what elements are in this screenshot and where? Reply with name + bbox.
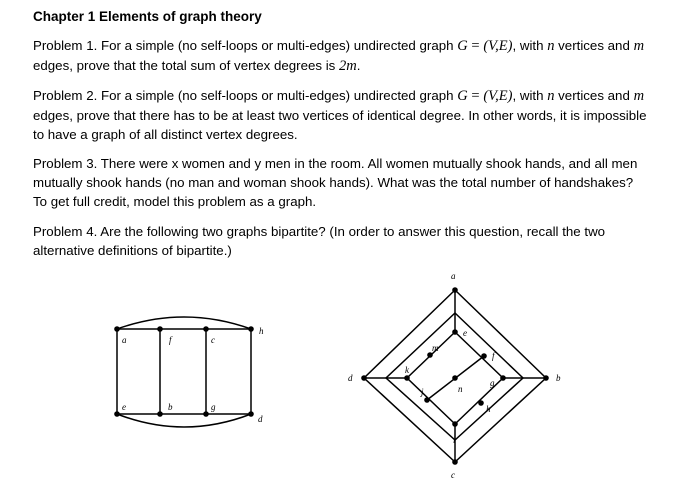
problem-4-text: Are the following two graphs bipartite? (In order to answer this question, recall the two alternative definitions of bipartite.) bbox=[33, 224, 606, 258]
graph-1-label-g: g bbox=[211, 402, 216, 412]
graph-2-label-m: m bbox=[432, 343, 439, 353]
graph-2-vertex-k bbox=[404, 375, 410, 381]
graph-2-label-g: g bbox=[490, 378, 495, 388]
problem-1-text-c: edges, prove that the total sum of vertex degrees is bbox=[33, 58, 336, 73]
graph-1-labels bbox=[122, 326, 264, 424]
problem-1-with: , with bbox=[512, 38, 544, 53]
problem-2-m: m bbox=[633, 88, 645, 104]
graph-2-label-e: e bbox=[463, 328, 467, 338]
graph-1-label-e: e bbox=[122, 402, 126, 412]
graph-2-vertex-i bbox=[452, 421, 458, 427]
problem-2-with: , with bbox=[512, 88, 544, 103]
graph-1-label-f: f bbox=[169, 335, 172, 345]
problem-2-n: n bbox=[547, 88, 555, 104]
graph-1-label-c: c bbox=[211, 335, 215, 345]
graph-2-vertex-b bbox=[543, 375, 549, 381]
graph-1-vertices bbox=[114, 326, 254, 417]
problem-1-text-b: vertices and bbox=[558, 38, 630, 53]
graph-1-label-b: b bbox=[168, 402, 173, 412]
graph-1-vertex-g bbox=[203, 411, 209, 417]
graph-2-label-f: f bbox=[492, 351, 495, 361]
problem-1-two-m: 2m bbox=[339, 58, 357, 74]
graph-2-vertex-d bbox=[361, 375, 367, 381]
graph-2-vertex-g bbox=[500, 375, 506, 381]
graph-2-label-c: c bbox=[451, 470, 455, 480]
graph-1-vertex-c bbox=[203, 326, 209, 332]
graph-1-label-d: d bbox=[258, 414, 263, 424]
problem-4-label: Problem 4. bbox=[33, 224, 98, 239]
graph-1-arc-top bbox=[117, 317, 251, 329]
graph-2-label-d: d bbox=[348, 373, 353, 383]
graph-2-label-a: a bbox=[451, 271, 456, 281]
problem-1-ve: (V,E) bbox=[483, 38, 513, 54]
problem-1-n: n bbox=[547, 38, 555, 54]
graph-2-vertex-n bbox=[452, 375, 458, 381]
graph-2-label-k: k bbox=[405, 365, 409, 375]
graph-2-label-n: n bbox=[458, 384, 463, 394]
graph-1-vertex-h bbox=[248, 326, 254, 332]
problem-2-text-a: For a simple (no self-loops or multi-edges) undirected graph bbox=[101, 88, 454, 103]
graph-1-vertex-e bbox=[114, 411, 120, 417]
problem-1-graph-g: G bbox=[457, 38, 468, 54]
problem-2-text-c: edges, prove that there has to be at least two vertices of identical degree. In other words, it is impossible to have a graph of all distinct vertex degrees. bbox=[33, 108, 647, 142]
problem-1-text-a: For a simple (no self-loops or multi-edges) undirected graph bbox=[101, 38, 454, 53]
graph-1-arc-bottom bbox=[117, 414, 251, 427]
problem-1-end: . bbox=[356, 58, 361, 73]
graph-1-vertex-f bbox=[157, 326, 163, 332]
graph-1-vertex-d bbox=[248, 411, 254, 417]
problem-2-graph-g: G bbox=[457, 88, 468, 104]
graph-2-vertex-f bbox=[481, 353, 487, 359]
problem-1-m: m bbox=[633, 38, 645, 54]
graph-1 bbox=[117, 317, 251, 427]
graph-2-vertex-e bbox=[452, 329, 458, 335]
graph-2-vertex-m bbox=[427, 352, 433, 358]
graph-2-label-b: b bbox=[556, 373, 561, 383]
problem-1-label: Problem 1. bbox=[33, 38, 98, 53]
problem-2-text-b: vertices and bbox=[558, 88, 630, 103]
graph-1-label-a: a bbox=[122, 335, 127, 345]
graph-2-vertex-h bbox=[478, 400, 484, 406]
graph-2-vertex-a bbox=[452, 287, 458, 293]
problem-2-equals: = bbox=[471, 88, 480, 104]
chapter-title: Chapter 1 Elements of graph theory bbox=[33, 9, 262, 24]
problem-2-label: Problem 2. bbox=[33, 88, 98, 103]
problem-1-equals: = bbox=[471, 38, 480, 54]
problem-2-ve: (V,E) bbox=[483, 88, 513, 104]
graph-1-vertex-a bbox=[114, 326, 120, 332]
graph-2-label-j: j bbox=[421, 387, 424, 397]
graph-1-vertex-b bbox=[157, 411, 163, 417]
graph-2-label-i: i bbox=[453, 435, 456, 445]
graph-2-vertex-c bbox=[452, 459, 458, 465]
graph-2-label-h: h bbox=[486, 404, 491, 414]
problem-3-label: Problem 3. bbox=[33, 156, 98, 171]
graph-2-vertex-j bbox=[424, 397, 430, 403]
problem-3-text: There were x women and y men in the room. All women mutually shook hands, and all men mutually shook hands (no man and woman shook hands). What was the total number of handshakes? To get full credit, model this problem as a graph. bbox=[33, 156, 638, 209]
graph-1-label-h: h bbox=[259, 326, 264, 336]
